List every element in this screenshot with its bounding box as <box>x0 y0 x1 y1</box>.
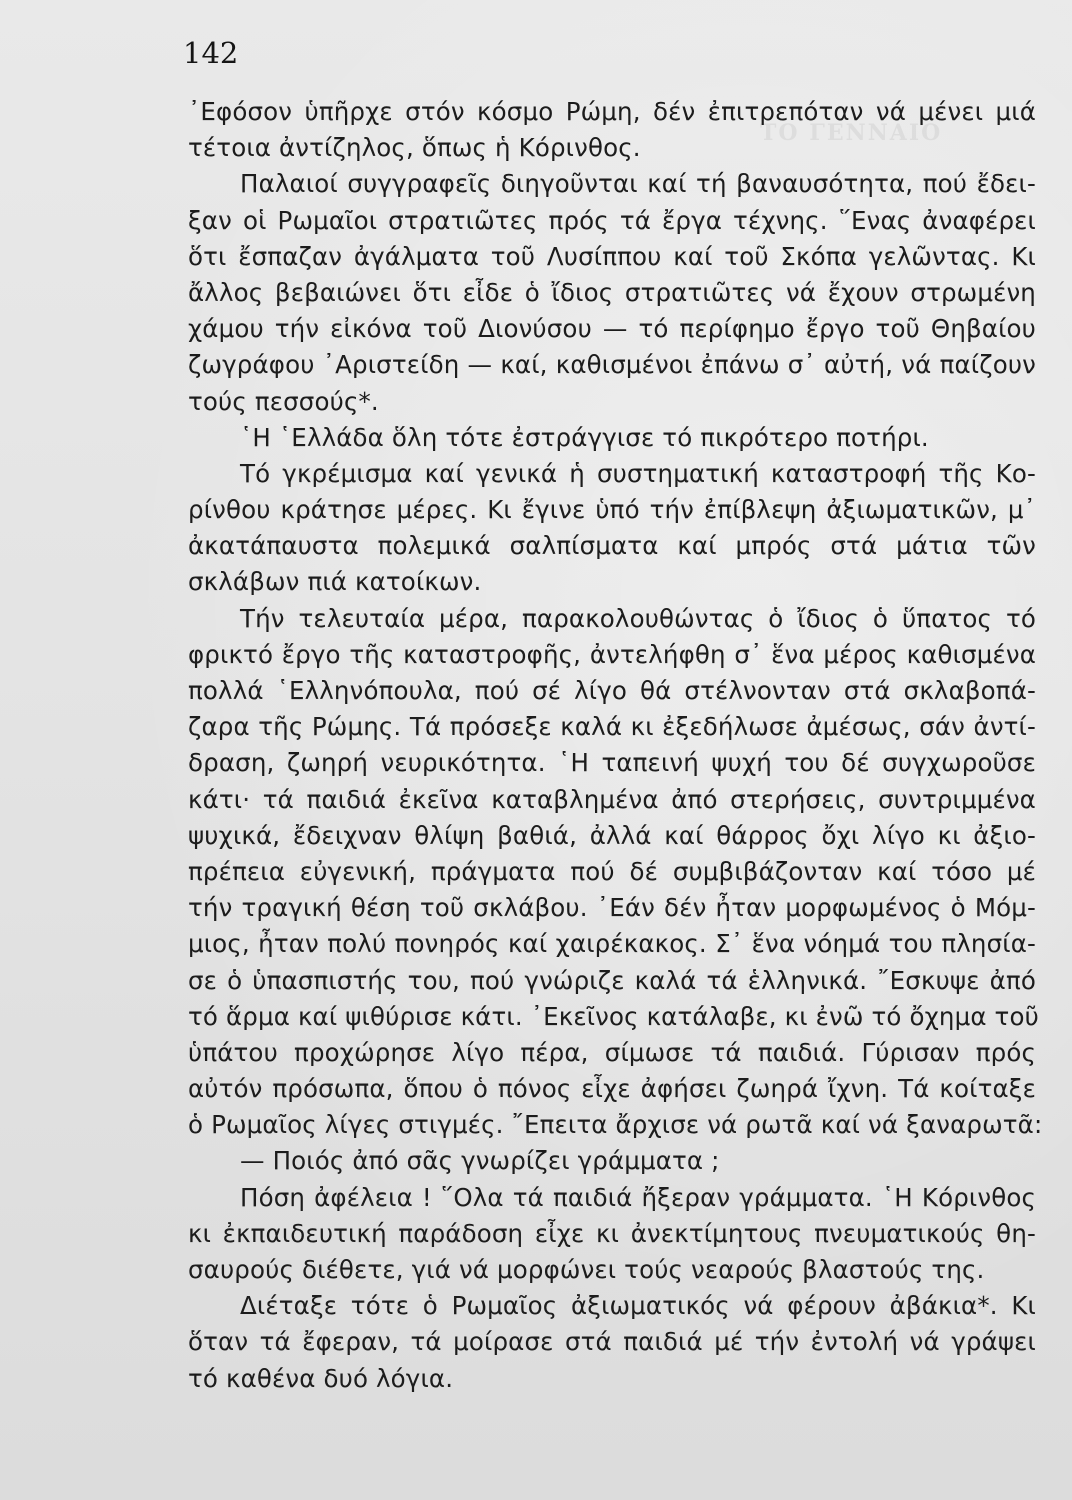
text-line: αὐτόν πρόσωπα, ὅπου ὁ πόνος εἶχε ἀφήσει ζωηρά ἴχνη. Τά κοίταξε <box>188 1074 1036 1104</box>
text-line: κι ἐκπαιδευτική παράδοση εἶχε κι ἀνεκτίμητους πνευματικούς θη- <box>188 1218 1036 1248</box>
text-line: τέτοια ἀντίζηλος, ὅπως ἡ Κόρινθος. <box>188 133 641 163</box>
text-line: ρίνθου κράτησε μέρες. Κι ἔγινε ὑπό τήν ἐπίβλεψη ἀξιωματικῶν, μ᾿ <box>188 495 1036 525</box>
text-line: — Ποιός ἀπό σᾶς γνωρίζει γράμματα ; <box>240 1146 720 1176</box>
text-line: τήν τραγική θέση τοῦ σκλάβου. ᾿Εάν δέν ἦταν μορφωμένος ὁ Μόμ- <box>188 893 1036 923</box>
text-line: πρέπεια εὐγενική, πράγματα πού δέ συμβιβάζονταν καί τόσο μέ <box>188 856 1036 886</box>
text-line: σκλάβων πιά κατοίκων. <box>188 567 482 597</box>
text-line: ζαρα τῆς Ρώμης. Τά πρόσεξε καλά κι ἐξεδήλωσε ἀμέσως, σάν ἀντί- <box>188 712 1036 742</box>
text-line: ῾Η ῾Ελλάδα ὅλη τότε ἐστράγγισε τό πικρότερο ποτήρι. <box>240 422 929 452</box>
text-line: ὁ Ρωμαῖος λίγες στιγμές. ῎Επειτα ἄρχισε νά ρωτᾶ καί νά ξαναρωτᾶ: <box>188 1110 1043 1140</box>
text-line: ὅταν τά ἔφεραν, τά μοίρασε στά παιδιά μέ τήν ἐντολή νά γράψει <box>188 1327 1036 1357</box>
text-line: σε ὁ ὑπασπιστής του, πού γνώριζε καλά τά ἑλληνικά. ῎Εσκυψε ἀπό <box>188 965 1036 995</box>
text-line: ξαν οἱ Ρωμαῖοι στρατιῶτες πρός τά ἔργα τέχνης. ῞Ενας ἀναφέρει <box>188 205 1036 235</box>
text-line: Τήν τελευταία μέρα, παρακολουθώντας ὁ ἴδιος ὁ ὕπατος τό <box>240 603 1036 633</box>
text-line: ζωγράφου ᾿Αριστείδη — καί, καθισμένοι ἐπάνω σ᾿ αὐτή, νά παίζουν <box>188 350 1036 380</box>
page-number: 142 <box>183 36 239 70</box>
text-line: ἄλλος βεβαιώνει ὅτι εἶδε ὁ ἴδιος στρατιῶτες νά ἔχουν στρωμένη <box>188 277 1036 307</box>
text-line: Τό γκρέμισμα καί γενικά ἡ συστηματική καταστροφή τῆς Κο- <box>240 458 1036 488</box>
text-line: μιος, ἦταν πολύ πονηρός καί χαιρέκακος. Σ᾿ ἕνα νόημά του πλησία- <box>188 929 1036 959</box>
text-line: τό ἅρμα καί ψιθύρισε κάτι. ᾿Εκεῖνος κατάλαβε, κι ἐνῶ τό ὄχημα τοῦ <box>188 1001 1039 1031</box>
text-line: τούς πεσσούς*. <box>188 386 379 416</box>
bleed-through-text: ΤΟ ΓΕΝΝΑΙΟ <box>760 120 943 146</box>
text-line: Πόση ἀφέλεια ! ῞Ολα τά παιδιά ἤξεραν γράμματα. ῾Η Κόρινθος <box>240 1182 1036 1212</box>
text-line: ὑπάτου προχώρησε λίγο πέρα, σίμωσε τά παιδιά. Γύρισαν πρός <box>188 1037 1036 1067</box>
text-line: Παλαιοί συγγραφεῖς διηγοῦνται καί τή βαναυσότητα, πού ἔδει- <box>240 169 1036 199</box>
text-line: ὅτι ἔσπαζαν ἀγάλματα τοῦ Λυσίππου καί τοῦ Σκόπα γελῶντας. Κι <box>188 241 1036 271</box>
text-line: ψυχικά, ἔδειχναν θλίψη βαθιά, ἀλλά καί θάρρος ὄχι λίγο κι ἀξιο- <box>188 820 1036 850</box>
text-line: σαυρούς διέθετε, γιά νά μορφώνει τούς νεαρούς βλαστούς της. <box>188 1255 985 1284</box>
text-line: φρικτό ἔργο τῆς καταστροφῆς, ἀντελήφθη σ᾿ ἕνα μέρος καθισμένα <box>188 639 1036 669</box>
text-line: ἀκατάπαυστα πολεμικά σαλπίσματα καί μπρός στά μάτια τῶν <box>188 531 1036 561</box>
text-line: Διέταξε τότε ὁ Ρωμαῖος ἀξιωματικός νά φέρουν ἀβάκια*. Κι <box>240 1291 1036 1321</box>
text-line: δραση, ζωηρή νευρικότητα. ῾Η ταπεινή ψυχή του δέ συγχωροῦσε <box>188 748 1036 778</box>
text-line: ᾿Εφόσον ὑπῆρχε στόν κόσμο Ρώμη, δέν ἐπιτρεπόταν νά μένει μιά <box>188 97 1036 126</box>
text-line: τό καθένα δυό λόγια. <box>188 1363 454 1393</box>
text-line: κάτι· τά παιδιά ἐκεῖνα καταβλημένα ἀπό στερήσεις, συντριμμένα <box>188 784 1036 814</box>
text-line: χάμου τήν εἰκόνα τοῦ Διονύσου — τό περίφημο ἔργο τοῦ Θηβαίου <box>188 314 1036 344</box>
body-text <box>188 94 1043 1397</box>
text-line: πολλά ῾Ελληνόπουλα, πού σέ λίγο θά στέλνονταν στά σκλαβοπά- <box>188 676 1036 705</box>
